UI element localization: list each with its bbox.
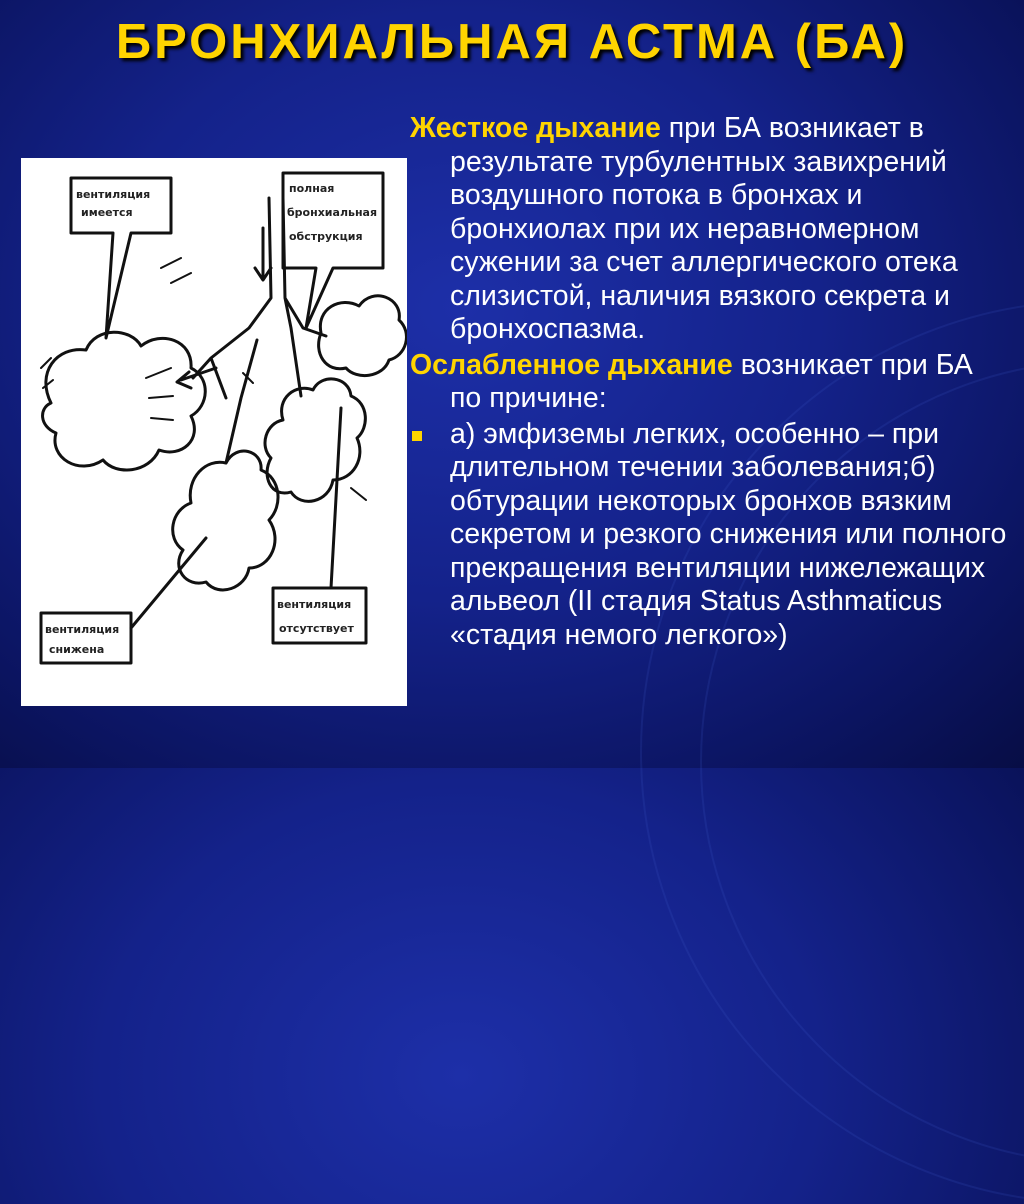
slide-body [410,112,1010,652]
paragraph-weakened-breathing [410,349,1010,416]
figure-label: вентиляция [76,188,151,201]
bullet-text: а) эмфиземы легких, особенно – при длительном течении заболевания;б) обтурации некоторых бронхов вязким секретом и резкого снижения или полного прекращения вентиляции нижележащих альвеол (II стадия Status Asthmaticus «стадия немого легкого») [450,417,1007,651]
bullet-square-icon [412,431,422,441]
figure-label: вентиляция [277,598,352,611]
paragraph-text: возникает при БА по причине: [450,348,973,414]
figure-label: бронхиальная [287,206,378,219]
callout-top-left [71,178,171,338]
figure-label: имеется [81,206,133,219]
slide-title: БРОНХИАЛЬНАЯ АСТМА (БА) [115,15,909,69]
figure-label: полная [289,182,335,195]
paragraph-text: при БА возникает в результате турбулентных завихрений воздушного потока в бронхах и бронхиолах при их неравномерном сужении за счет аллергического отека слизистой, наличия вязкого секрета и бронхоспазма. [450,112,958,345]
figure-label: снижена [49,643,105,656]
paragraph-hard-breathing [410,112,1010,347]
figure-label: вентиляция [45,623,120,636]
alveoli-upper-right [319,296,407,376]
figure-label: отсутствует [279,622,354,635]
bullet-item [410,418,1010,653]
figure-label: обструкция [289,230,363,243]
term-hard-breathing: Жесткое дыхание [410,112,661,144]
term-weakened-breathing: Ослабленное дыхание [410,348,733,381]
lung-ventilation-diagram [21,158,407,706]
alveoli-lower-right [265,379,365,501]
alveoli-left [43,332,206,470]
alveoli-lower-center [173,451,278,590]
